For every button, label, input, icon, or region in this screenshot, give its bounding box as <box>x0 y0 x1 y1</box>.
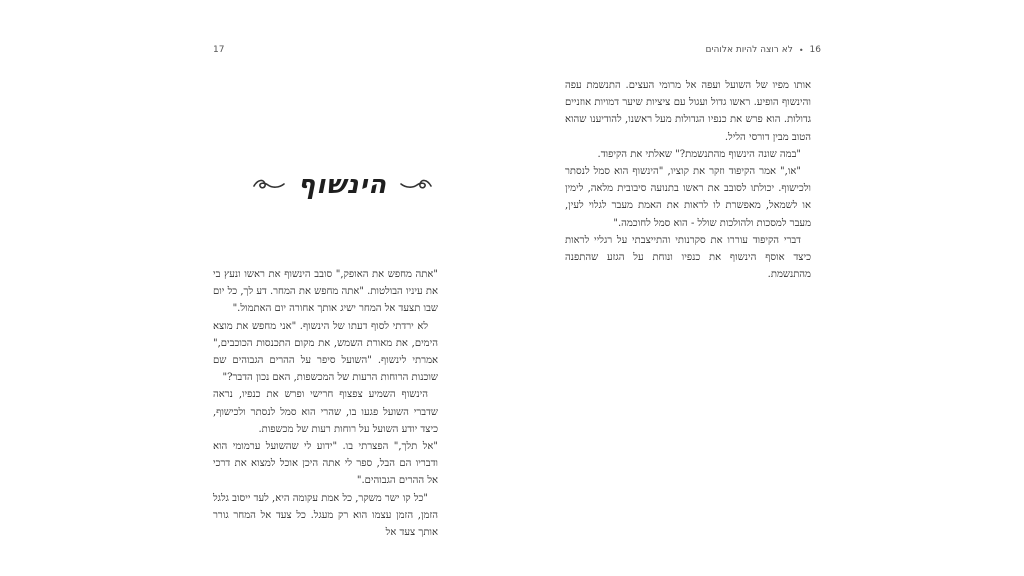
paragraph: "כל קו ישר משקר, כל אמת עקומה היא, לעד ייסוב גלגל הזמן, הזמן עצמו הוא רק מעגל. כל צעד אל המחר גורר אותך צעד אל <box>213 492 438 539</box>
left-page-body <box>213 266 438 541</box>
running-head-separator: • <box>798 45 804 55</box>
page-number: 16 <box>809 45 821 55</box>
paragraph: "במה שונה הינשוף מהתנשמת?" שאלתי את הקיפוד. <box>597 148 801 160</box>
paragraph: אותו מפיו של השועל ועפה אל מרומי העצים. התנשמת עפה והינשוף הופיע. ראשו גדול ועגול עם ציציות שיער דמויות אוזניים גדולות. הוא פרש את כנפיו הגדולות מעל ראשנו, להודיענו שהוא הטוב מבין דורסי הליל. <box>565 80 811 143</box>
paragraph: הינשוף השמיע צפצוף חרישי ופרש את כנפיו, נראה שדברי השועל פגעו בו, שהרי הוא סמל לנסתר ולכישוף, כיצד יודע השועל על רוחות רעות של מכשפות. <box>213 389 438 435</box>
running-head-title: לא רוצה להיות אלוהים <box>705 45 793 55</box>
chapter-title-text: הינשוף <box>297 170 388 200</box>
chapter-title <box>250 160 435 210</box>
right-swirl-ornament-icon <box>399 177 433 193</box>
running-head <box>706 45 821 55</box>
paragraph: לא ירדתי לסוף דעתו של הינשוף. "אני מחפש את מוצא הימים, את מאורת השמש, את מקום התכנסות הכוכבים," אמרתי לינשוף. "השועל סיפר על ההרים הגבוהים שם שוכנות הרוחות הרעות של המכשפות, האם נכון הדבר?" <box>213 320 438 384</box>
paragraph: דברי הקיפוד עוררו את סקרנותי והתייצבתי על רגליי לראות כיצד אוסף הינשוף את כנפיו ונוחת על הגזע שהתפנה מהתנשמת. <box>565 234 811 281</box>
right-page-body <box>565 77 811 283</box>
page-number: 17 <box>213 45 225 55</box>
paragraph: "אתה מחפש את האופק," סובב הינשוף את ראשו ונעץ בי את עיניו הבולטות. "אתה מחפש את המחר. דע לך, כל יום שבו תצעד אל המחר ישיג אותך אחורה יום האתמול." <box>213 269 438 315</box>
paragraph: "או," אמר הקיפוד וזקר את קוציו, "הינשוף הוא סמל לנסתר ולכישוף. יכולתו לסובב את ראשו בתנועה סיבובית מלאה, לימין או לשמאל, מאפשרת לו לראות את האמת מעבר לגלוי לעין, מעבר למסכות ולהולכות שולל - הוא סמל לחוכמה." <box>565 166 811 229</box>
paragraph: "אל תלך," הפצרתי בו. "ידוע לי שהשועל ערמומי הוא ודבריו הם הבל, ספר לי אתה היכן אוכל למצוא את דרכי אל ההרים הגבוהים." <box>213 441 438 487</box>
left-swirl-ornament-icon <box>252 177 286 193</box>
